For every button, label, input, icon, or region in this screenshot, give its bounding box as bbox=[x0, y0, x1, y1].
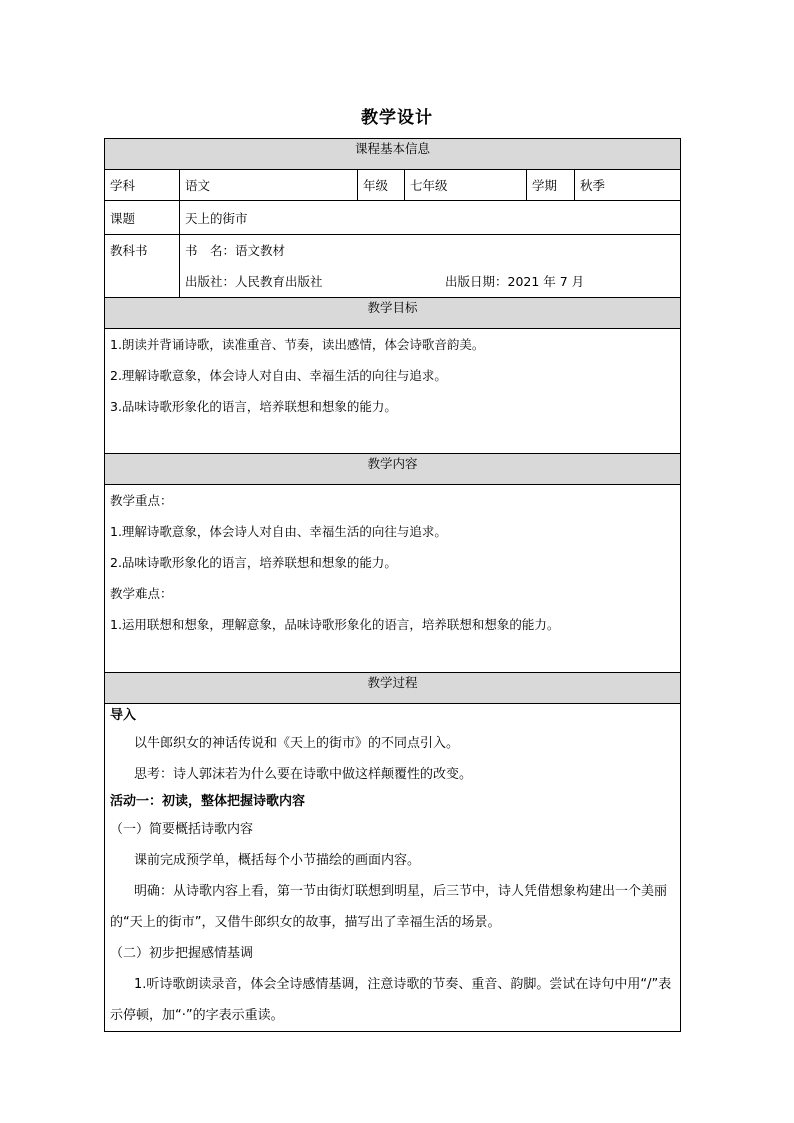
paragraph: 课前完成预学单，概括每个小节描绘的画面内容。 bbox=[134, 853, 421, 868]
grade-label: 年级 bbox=[358, 170, 405, 201]
listen-text: 1.听诗歌朗读录音，体会全诗感情基调，注意诗歌的节奏、重音、韵脚。尝试在诗句中用“/”表示停顿，加“·”的字表示重读。 bbox=[110, 977, 672, 1023]
section-header-basic bbox=[105, 139, 681, 170]
lesson-plan-table bbox=[104, 138, 681, 1032]
goal-item: 1.朗读并背诵诗歌，读准重音、节奏，读出感情，体会诗歌音韵美。 bbox=[110, 337, 485, 352]
topic-value: 天上的街市 bbox=[180, 201, 681, 235]
intro-question: 思考：诗人郭沫若为什么要在诗歌中做这样颠覆性的改变。 bbox=[134, 767, 473, 782]
section-header-process bbox=[105, 673, 681, 704]
difficult-point-item: 1.运用联想和想象，理解意象，品味诗歌形象化的语言，培养联想和想象的能力。 bbox=[110, 617, 560, 632]
term-label: 学期 bbox=[527, 170, 575, 201]
section-title: 教学内容 bbox=[105, 454, 681, 485]
info-row-textbook bbox=[105, 235, 681, 298]
paragraph-listen bbox=[86, 969, 675, 1031]
clarify-text: 明确：从诗歌内容上看，第一节由街灯联想到明星，后三节中，诗人凭借想象构建出一个美丽的“天上的街市”，又借牛郎织女的故事，描写出了幸福生活的场景。 bbox=[110, 884, 668, 930]
section-title: 教学目标 bbox=[105, 298, 681, 329]
info-row-topic bbox=[105, 201, 681, 235]
subject-value: 语文 bbox=[180, 170, 358, 201]
content-row bbox=[105, 485, 681, 673]
info-row-subject bbox=[105, 170, 681, 201]
book-name: 书 名：语文教材 bbox=[185, 243, 286, 258]
section-header-goals bbox=[105, 298, 681, 329]
intro-title: 导入 bbox=[110, 708, 137, 723]
section-title: 课程基本信息 bbox=[105, 139, 681, 170]
key-point-item: 2.品味诗歌形象化的语言，培养联想和想象的能力。 bbox=[110, 555, 397, 570]
paragraph-clarify bbox=[86, 876, 675, 938]
textbook-value bbox=[180, 235, 681, 298]
grade-value: 七年级 bbox=[405, 170, 527, 201]
publisher-row bbox=[185, 266, 675, 297]
publish-date: 出版日期：2021 年 7 月 bbox=[445, 274, 585, 289]
textbook-label bbox=[105, 235, 180, 298]
content-cell bbox=[105, 485, 681, 673]
subject-label: 学科 bbox=[105, 170, 180, 201]
topic-label: 课题 bbox=[105, 201, 180, 235]
difficult-points-label: 教学难点： bbox=[110, 586, 173, 601]
section-header-content bbox=[105, 454, 681, 485]
textbook-label-text: 教科书 bbox=[110, 243, 148, 258]
process-row bbox=[105, 704, 681, 1032]
intro-paragraph: 以牛郎织女的神话传说和《天上的街市》的不同点引入。 bbox=[134, 736, 460, 751]
process-cell bbox=[105, 704, 681, 1032]
section-title: 教学过程 bbox=[105, 673, 681, 704]
goal-item: 3.品味诗歌形象化的语言，培养联想和想象的能力。 bbox=[110, 399, 397, 414]
subsection-title: （一）简要概括诗歌内容 bbox=[110, 822, 254, 837]
subsection-title: （二）初步把握感情基调 bbox=[110, 946, 254, 961]
key-point-item: 1.理解诗歌意象，体会诗人对自由、幸福生活的向往与追求。 bbox=[110, 524, 447, 539]
goal-item: 2.理解诗歌意象，体会诗人对自由、幸福生活的向往与追求。 bbox=[110, 368, 447, 383]
key-points-label: 教学重点： bbox=[110, 493, 173, 508]
publisher: 出版社：人民教育出版社 bbox=[185, 274, 323, 289]
page-title: 教学设计 bbox=[361, 108, 433, 128]
activity-title: 活动一：初读，整体把握诗歌内容 bbox=[110, 794, 306, 809]
goals-cell bbox=[105, 329, 681, 454]
goals-row bbox=[105, 329, 681, 454]
term-value: 秋季 bbox=[575, 170, 681, 201]
